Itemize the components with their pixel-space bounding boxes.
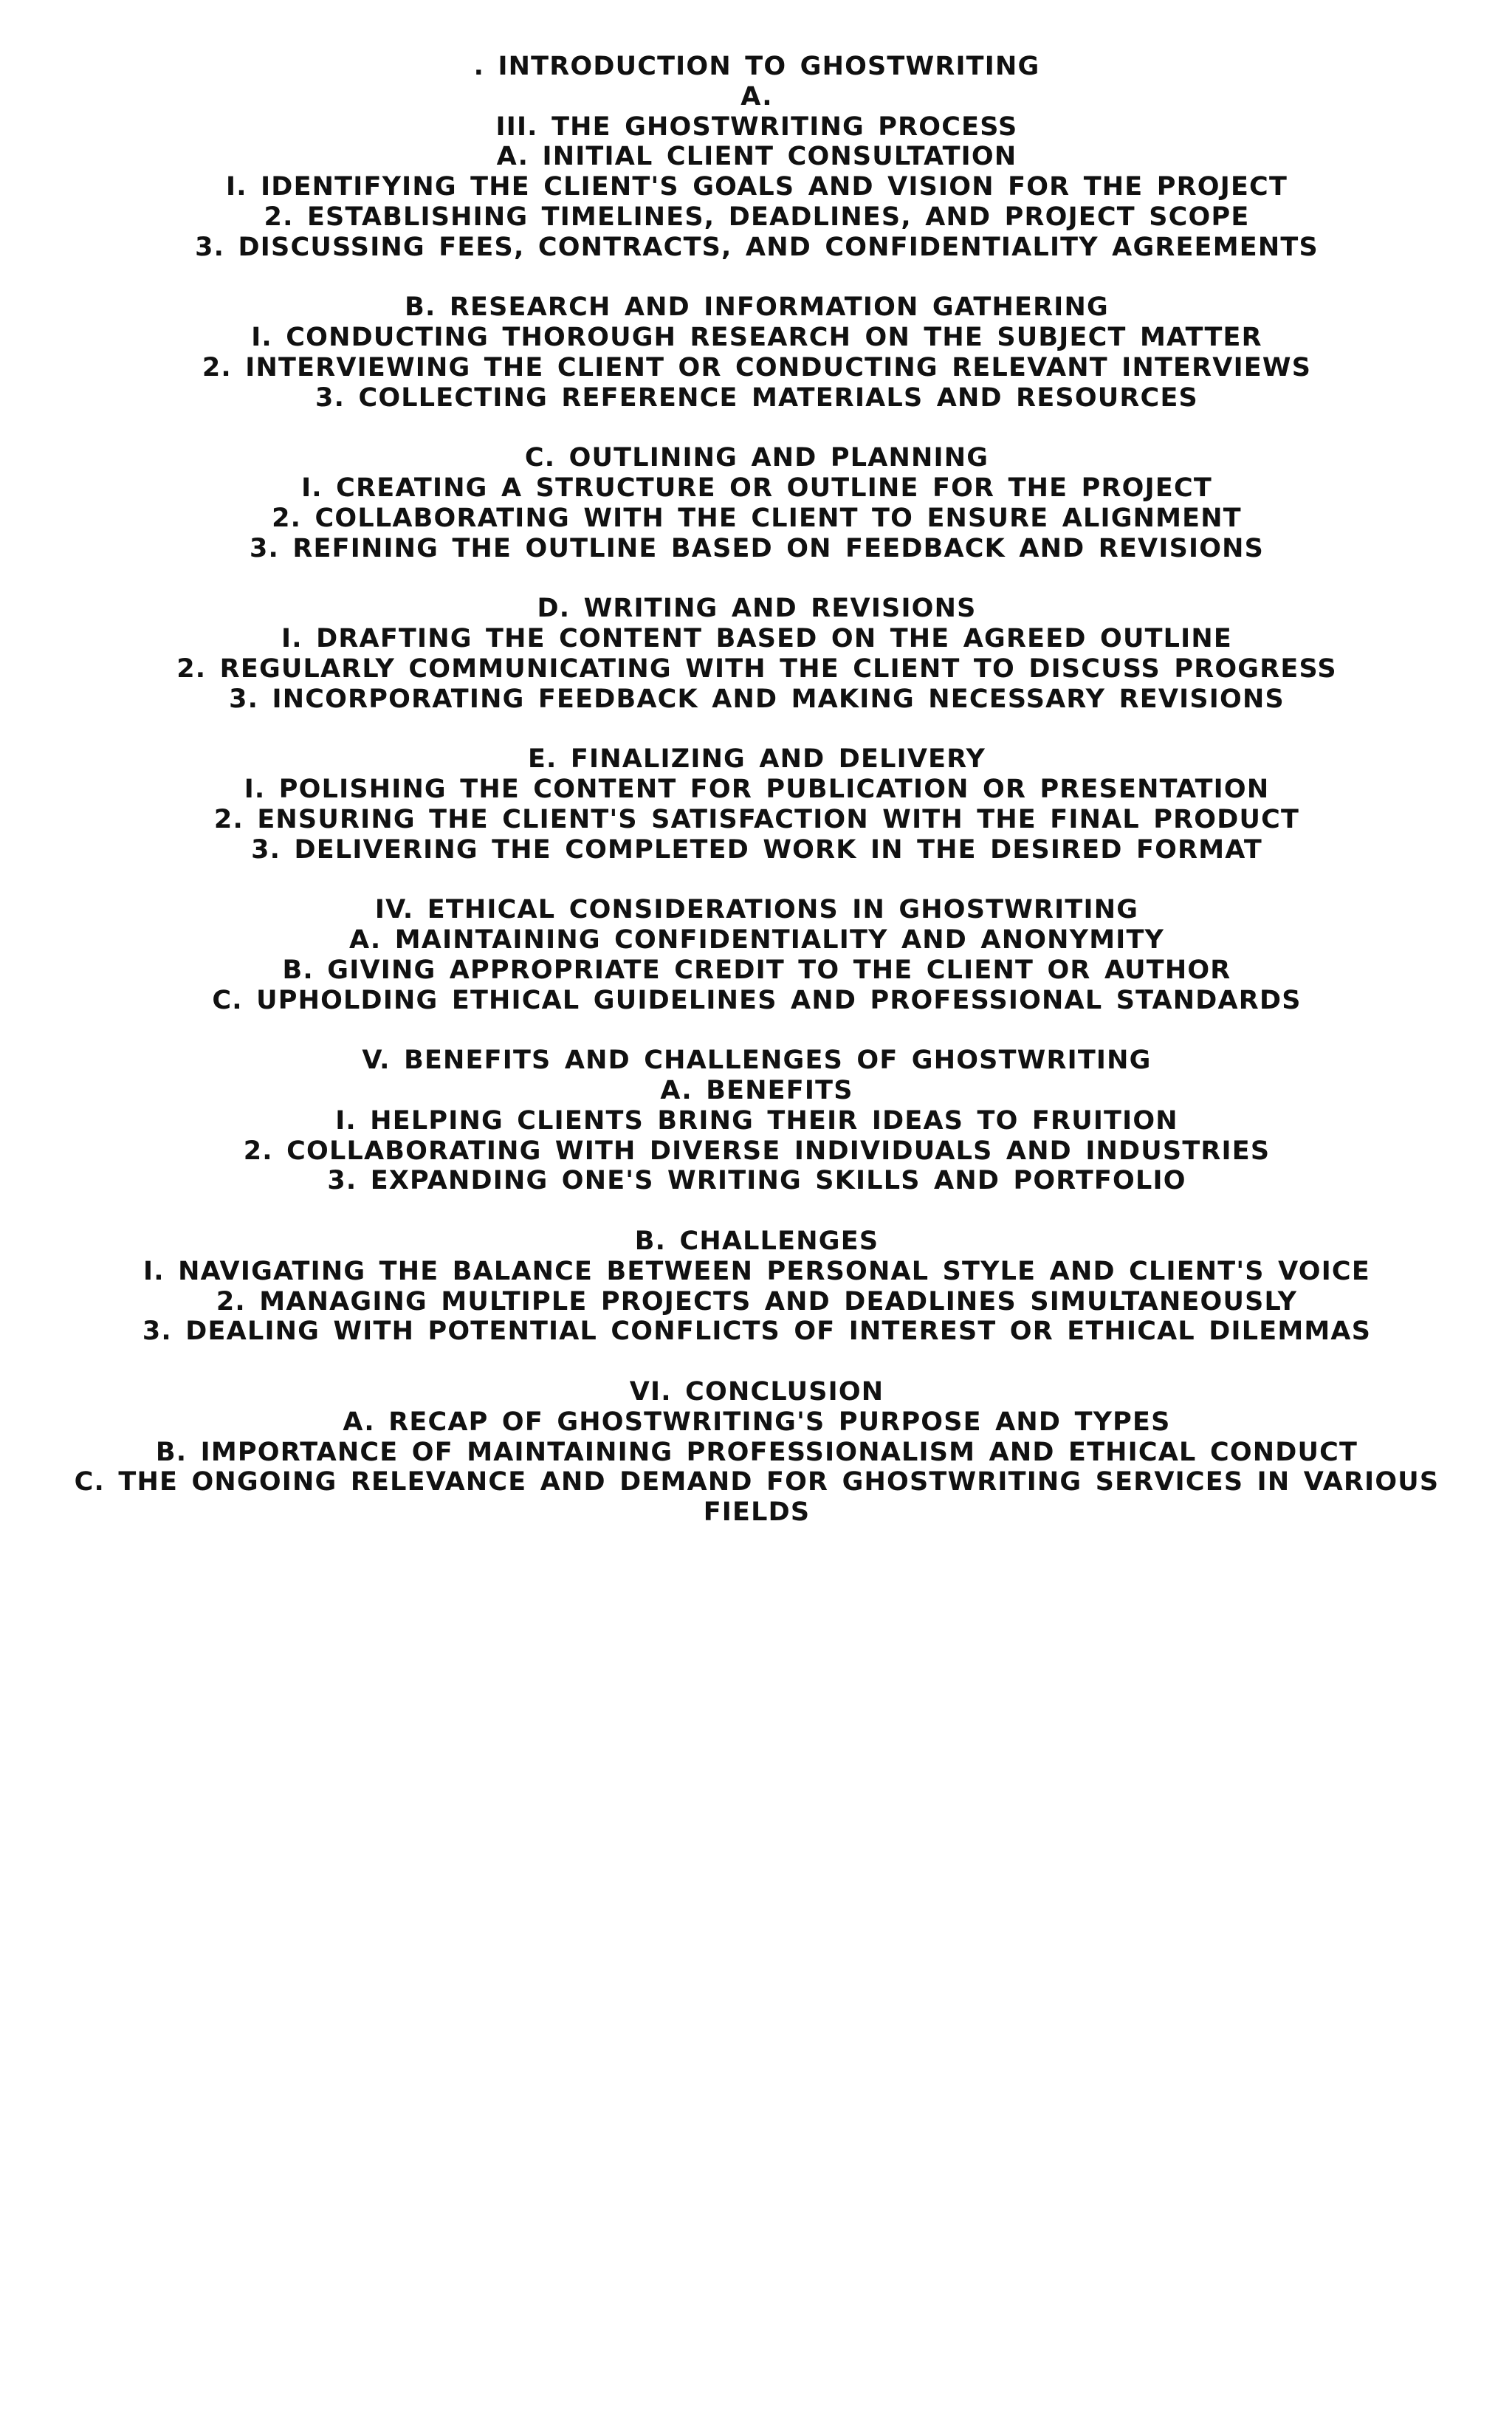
outline-line: I. NAVIGATING THE BALANCE BETWEEN PERSONAL STYLE AND CLIENT'S VOICE: [143, 1256, 1370, 1286]
outline-line: I. DRAFTING THE CONTENT BASED ON THE AGREED OUTLINE: [281, 624, 1232, 654]
outline-line: IV. ETHICAL CONSIDERATIONS IN GHOSTWRITING: [374, 895, 1139, 925]
blank-line: [74, 413, 1440, 444]
outline-line: A. INITIAL CLIENT CONSULTATION: [496, 142, 1017, 172]
outline-line: B. CHALLENGES: [634, 1226, 879, 1257]
outline-line: 3. COLLECTING REFERENCE MATERIALS AND RESOURCES: [315, 382, 1198, 413]
outline-line: III. THE GHOSTWRITING PROCESS: [495, 111, 1018, 142]
outline-line: C. OUTLINING AND PLANNING: [524, 443, 989, 473]
outline-line: A. RECAP OF GHOSTWRITING'S PURPOSE AND TYPES: [343, 1407, 1171, 1437]
blank-line: [74, 1016, 1440, 1046]
outline-line: I. CREATING A STRUCTURE OR OUTLINE FOR THE PROJECT: [301, 473, 1212, 504]
outline-line: A. MAINTAINING CONFIDENTIALITY AND ANONYMITY: [348, 925, 1165, 955]
outline-line: 3. DISCUSSING FEES, CONTRACTS, AND CONFIDENTIALITY AGREEMENTS: [195, 232, 1319, 262]
outline-line: B. RESEARCH AND INFORMATION GATHERING: [405, 292, 1109, 323]
outline-line: I. IDENTIFYING THE CLIENT'S GOALS AND VISION FOR THE PROJECT: [225, 172, 1288, 202]
outline-line: C. UPHOLDING ETHICAL GUIDELINES AND PROFESSIONAL STANDARDS: [212, 985, 1302, 1015]
outline-line: C. THE ONGOING RELEVANCE AND DEMAND FOR GHOSTWRITING SERVICES IN VARIOUS FIELDS: [74, 1467, 1440, 1528]
outline-line: B. IMPORTANCE OF MAINTAINING PROFESSIONALISM AND ETHICAL CONDUCT: [155, 1437, 1358, 1467]
outline-line: 2. INTERVIEWING THE CLIENT OR CONDUCTING RELEVANT INTERVIEWS: [202, 352, 1312, 382]
blank-line: [74, 1347, 1440, 1377]
outline-line: B. GIVING APPROPRIATE CREDIT TO THE CLIENT OR AUTHOR: [282, 955, 1231, 985]
outline-line: I. HELPING CLIENTS BRING THEIR IDEAS TO FRUITION: [335, 1105, 1178, 1136]
outline-line: 2. ENSURING THE CLIENT'S SATISFACTION WITH THE FINAL PRODUCT: [213, 804, 1300, 834]
blank-line: [74, 263, 1440, 293]
outline-line: A. BENEFITS: [660, 1076, 853, 1106]
blank-line: [74, 715, 1440, 745]
outline-line: 2. ESTABLISHING TIMELINES, DEADLINES, AND PROJECT SCOPE: [264, 202, 1250, 232]
outline-line: 3. DELIVERING THE COMPLETED WORK IN THE DESIRED FORMAT: [251, 834, 1262, 865]
outline-line: 3. DEALING WITH POTENTIAL CONFLICTS OF INTEREST OR ETHICAL DILEMMAS: [142, 1317, 1372, 1347]
outline-line: V. BENEFITS AND CHALLENGES OF GHOSTWRITING: [362, 1046, 1152, 1076]
outline-line: 2. REGULARLY COMMUNICATING WITH THE CLIENT TO DISCUSS PROGRESS: [176, 653, 1337, 684]
blank-line: [74, 1196, 1440, 1226]
outline-line: E. FINALIZING AND DELIVERY: [527, 744, 986, 775]
outline-line: 3. EXPANDING ONE'S WRITING SKILLS AND PORTFOLIO: [327, 1166, 1186, 1196]
outline-line: 3. REFINING THE OUTLINE BASED ON FEEDBACK AND REVISIONS: [249, 533, 1265, 563]
outline-line: . INTRODUCTION TO GHOSTWRITING: [473, 52, 1040, 81]
outline-line: A.: [740, 81, 773, 111]
ghostwriting-outline: [74, 52, 1440, 1528]
outline-line: 3. INCORPORATING FEEDBACK AND MAKING NECESSARY REVISIONS: [229, 684, 1285, 714]
blank-line: [74, 564, 1440, 594]
outline-line: VI. CONCLUSION: [629, 1377, 884, 1407]
blank-line: [74, 865, 1440, 896]
outline-line: I. POLISHING THE CONTENT FOR PUBLICATION OR PRESENTATION: [244, 775, 1270, 805]
outline-line: I. CONDUCTING THOROUGH RESEARCH ON THE SUBJECT MATTER: [251, 323, 1262, 353]
outline-line: D. WRITING AND REVISIONS: [537, 594, 977, 624]
outline-line: 2. COLLABORATING WITH DIVERSE INDIVIDUALS AND INDUSTRIES: [243, 1136, 1271, 1166]
outline-line: 2. COLLABORATING WITH THE CLIENT TO ENSURE ALIGNMENT: [272, 503, 1242, 533]
outline-line: 2. MANAGING MULTIPLE PROJECTS AND DEADLINES SIMULTANEOUSLY: [216, 1286, 1298, 1317]
